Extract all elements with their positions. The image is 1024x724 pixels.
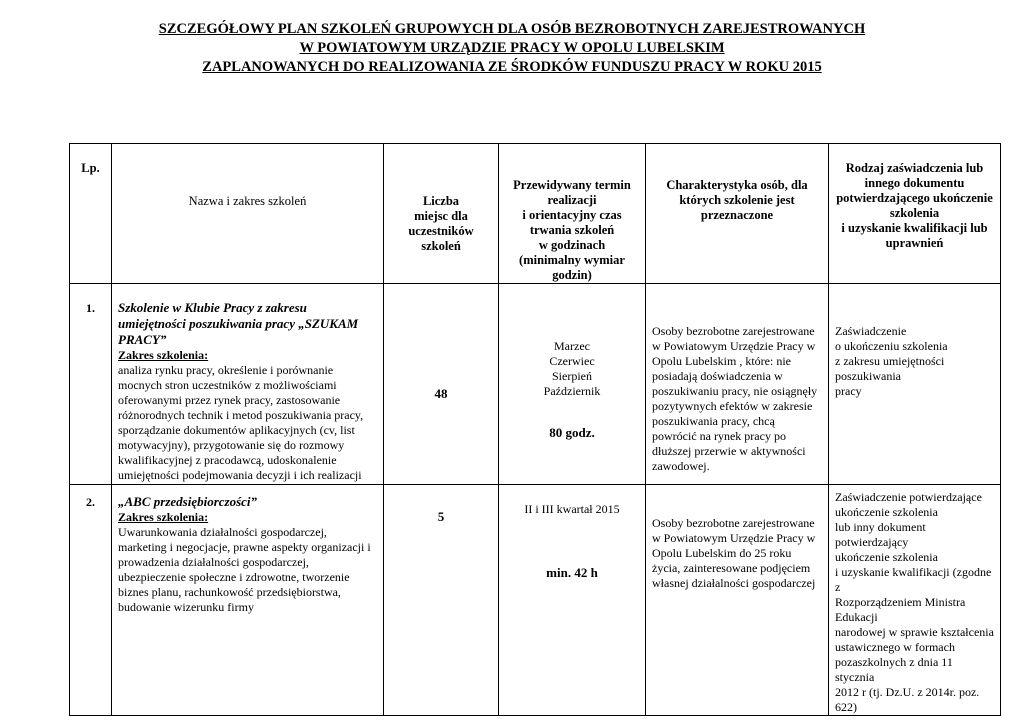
- row-characteristics: Osoby bezrobotne zarejestrowane w Powiatowym Urzędzie Pracy w Opolu Lubelskim , które: nie posiadają doświadczenia w poszukiwaniu pracy, nie osiągnęły pozytywnych efektów w zakresie poszukiwania pracy, chcą powrócić na rynek pracy po dłuższej przerwie w aktywności zawodowej.: [646, 284, 829, 485]
- header-characteristics: Charakterystyka osób, dla których szkolenie jest przeznaczone: [646, 144, 829, 284]
- row-term: II i III kwartał 2015 min. 42 h: [499, 485, 646, 716]
- document-title: [0, 20, 1024, 77]
- hours: 80 godz.: [549, 425, 595, 440]
- row-name: [112, 284, 384, 485]
- table-header-row: [70, 144, 1001, 284]
- training-title: Szkolenie w Klubie Pracy z zakresu umiejętności poszukiwania pracy „SZUKAM PRACY”: [118, 300, 359, 347]
- row-characteristics: Osoby bezrobotne zarejestrowane w Powiatowym Urzędzie Pracy w Opolu Lubelskim do 25 roku życia, zainteresowane podjęciem własnej działalności gospodarczej: [646, 485, 829, 716]
- title-line-2: W POWIATOWYM URZĄDZIE PRACY W OPOLU LUBELSKIM: [299, 40, 725, 56]
- training-title: „ABC przedsiębiorczości”: [118, 494, 258, 509]
- title-line-1: SZCZEGÓŁOWY PLAN SZKOLEŃ GRUPOWYCH DLA OSÓB BEZROBOTNYCH ZAREJESTROWANYCH: [158, 21, 866, 37]
- table-row: [70, 485, 1001, 716]
- header-term: Przewidywany termin realizacji i orientacyjny czas trwania szkoleń w godzinach (minimalny wymiar godzin): [499, 144, 646, 284]
- row-name: [112, 485, 384, 716]
- row-term: Marzec Czerwiec Sierpień Październik 80 godz.: [499, 284, 646, 485]
- row-places: 5: [384, 485, 499, 716]
- header-name: Nazwa i zakres szkoleń: [112, 144, 384, 284]
- title-line-3: ZAPLANOWANYCH DO REALIZOWANIA ZE ŚRODKÓW FUNDUSZU PRACY W ROKU 2015: [202, 59, 822, 75]
- row-places: 48: [384, 284, 499, 485]
- header-lp: Lp.: [70, 144, 112, 284]
- header-certificate: Rodzaj zaświadczenia lub innego dokumentu potwierdzającego ukończenie szkolenia i uzyskanie kwalifikacji lub uprawnień: [829, 144, 1001, 284]
- row-certificate: Zaświadczenie potwierdzające ukończenie szkolenia lub inny dokument potwierdzający ukończenie szkolenia i uzyskanie kwalifikacji (zgodne z Rozporządzeniem Ministra Edukacji narodowej w sprawie kształcenia ustawicznego w formach pozaszkolnych z dnia 11 stycznia 2012 r (tj. Dz.U. z 2014r. poz. 622): [829, 485, 1001, 716]
- scope-label: Zakres szkolenia:: [118, 348, 209, 362]
- row-lp: 1.: [70, 284, 112, 485]
- training-plan-table: [69, 143, 1001, 716]
- scope-text: analiza rynku pracy, określenie i porównanie mocnych stron uczestników z możliwościami oferowanymi przez rynek pracy, zastosowanie różnorodnych technik i metod poszukiwania pracy, sporządzanie dokumentów aplikacyjnych (cv, list motywacyjny), przygotowanie się do rozmowy kwalifikacyjnej z pracodawcą, udoskonalenie umiejętności podejmowania decyzji i ich realizacji: [118, 363, 364, 482]
- row-lp: 2.: [70, 485, 112, 716]
- header-places: Liczba miejsc dla uczestników szkoleń: [384, 144, 499, 284]
- scope-label: Zakres szkolenia:: [118, 510, 209, 524]
- row-certificate: Zaświadczenie o ukończeniu szkolenia z zakresu umiejętności poszukiwania pracy: [829, 284, 1001, 485]
- scope-text: Uwarunkowania działalności gospodarczej, marketing i negocjacje, prawne aspekty organizacji i prowadzenia działalności gospodarczej, ubezpieczenie społeczne i zdrowotne, tworzenie biznes planu, rachunkowość przedsiębiorstwa, budowanie wizerunku firmy: [118, 525, 371, 614]
- hours: min. 42 h: [546, 565, 598, 580]
- table-row: [70, 284, 1001, 485]
